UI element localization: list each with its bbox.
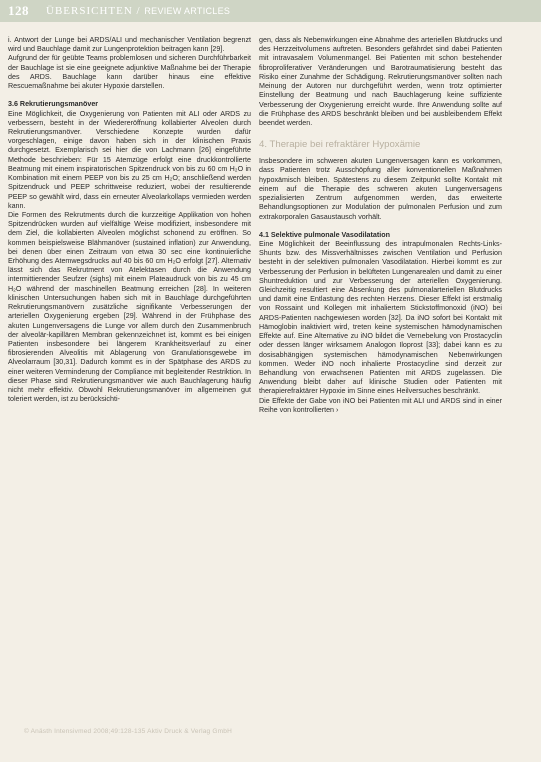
page-number: 128 xyxy=(8,3,29,18)
paragraph: i. Antwort der Lunge bei ARDS/ALI und mechanischer Ventilation begrenzt wird und Bauchlage damit zur Lungenprotektion beitragen kann [29]. xyxy=(8,36,251,54)
paragraph: Die Effekte der Gabe von iNO bei Patienten mit ALI und ARDS sind in einer Reihe von kontrollierten › xyxy=(259,396,502,414)
running-header xyxy=(0,0,541,22)
section-heading-3-6: 3.6 Rekrutierungsmanöver xyxy=(8,100,99,109)
section-heading-4: 4. Therapie bei refraktärer Hypoxämie xyxy=(259,139,421,151)
paragraph: Insbesondere im schweren akuten Lungenversagen kann es vorkommen, dass Patienten trotz Ausschöpfung aller konventionellen Maßnahmen hypoxämisch bleiben. Spätestens zu diesem Zeitpunkt sollte Kontakt mit einem auf die Therapie des schweren akuten Lungenversagens spezialisierten Zentrum aufgenommen werden, das erweiterte Behandlungsoptionen zur Modulation der pulmonalen Perfusion und zum extrakorporalen Gasaustausch vorhält. xyxy=(259,157,502,221)
left-column xyxy=(8,36,251,405)
paragraph: Die Formen des Rekrutments durch die kurzzeitige Applikation von hohen Spitzendrücken wurden auf vielfältige Weise modifiziert, insbesondere mit dem Ziel, die kollabierten Alveolen möglichst schonend zu eröffnen. So kommen beispielsweise Blähmanöver (sustained inflation) zur Anwendung, bei denen über einen Zeitraum von etwa 30 sec eine kontinuierliche Erhöhung des Atemwegsdrucks auf 40 bis 60 cm H₂O erfolgt [27]. Alternativ lässt sich das Rekrutment von Atelektasen durch die Anwendung intermittierender Seufzer (sighs) mit einem Plateaudruck von bis zu 45 cm H₂O während der maschinellen Beatmung erreichen [28]. In weiteren klinischen Untersuchungen haben sich mit in Bauchlage durchgeführten Rekrutierungsmanövern zusätzliche signifikante Verbesserungen der arteriellen Oxygenierung ergeben [29]. Während in der Frühphase des akuten Lungenversagens die Lunge vor allem durch den Zusammenbruch der alveolär-kapillären Membran gekennzeichnet ist, kommt es bei einigen Patienten insbesondere bei längerem Krankheitsverlauf zu einer fibrosierenden Alveolitis mit Ablagerung von Granulationsgewebe im Alveolarraum [30,31]. Dadurch kommt es in der Spätphase des ARDS zu einer weiteren Verminderung der Compliance mit begleitender Restriktion. In dieser Phase sind Rekrutierungsmanöver wie auch Bauchlagerung häufig nicht mehr effektiv. Obwohl Rekrutierungsmanöver im allgemeinen gut toleriert werden, ist zu berücksichti- xyxy=(8,210,251,404)
section-heading-4-1: 4.1 Selektive pulmonale Vasodilatation xyxy=(259,230,390,239)
footer-copyright: © Anästh Intensivmed 2008;49:128-135 Aktiv Druck & Verlag GmbH xyxy=(24,728,232,735)
section-title: ÜBERSICHTEN / REVIEW ARTICLES xyxy=(46,5,231,17)
paragraph: Eine Möglichkeit, die Oxygenierung von Patienten mit ALI oder ARDS zu verbessern, besteht in der Wiedereröffnung kollabierter Alveolen durch Rekrutierungsmanöver. Verschiedene Konzepte wurden dafür vorgeschlagen, einige davon haben sich in der klinischen Praxis durchgesetzt. Exemplarisch sei hier die von Lachmann [26] eingeführte Methode beschrieben: Für 15 Atemzüge erfolgt eine druckkontrollierte Beatmung mit einem inspiratorischen Spitzendruck von bis zu 60 cm H₂O in Kombination mit einem PEEP von bis zu 25 cm H₂O; anschließend werden Spitzendruck und PEEP schrittweise reduziert, wobei der resultierende PEEP so gewählt wird, dass ein erneuter Alveolarkollaps vermieden werden kann. xyxy=(8,109,251,210)
section-label: ÜBERSICHTEN xyxy=(46,5,133,17)
paragraph: Aufgrund der für geübte Teams problemlosen und sicheren Durchführbarkeit der Bauchlage ist sie eine geeignete adjunktive Maßnahme bei der Therapie des ARDS. Bauchlage kann darüber hinaus eine effektive Rescuemaßnahme bei akuter Hypoxie darstellen. xyxy=(8,54,251,91)
paragraph: Eine Möglichkeit der Beeinflussung des intrapulmonalen Rechts-Links-Shunts bzw. des Missverhältnisses zwischen Ventilation und Perfusion besteht in der selektiven pulmonalen Vasodilatation. Hierbei kommt es zur Verbesserung der Perfusion in belüfteten Lungenarealen und damit zu einer Shuntreduktion und zur Verbesserung der arteriellen Oxygenierung. Gleichzeitig resultiert eine Absenkung des pulmonalarteriellen Blutdrucks und damit eine Entlastung des rechten Herzens. Dieser Effekt ist erstmalig von Rossaint und Kollegen mit inhaliertem Stickstoffmonoxid (iNO) bei ARDS-Patienten nachgewiesen worden [32]. Da iNO sofort bei Kontakt mit Hämoglobin inaktiviert wird, treten keine systemischen hämodynamischen Effekte auf. Eine Alternative zu iNO bildet die Vernebelung von Prostacyclin oder dessen länger wirksamem Analogon Iloprost [33]; dabei kann es zu dosisabhängigen systemischen hämodynamischen Nebenwirkungen kommen. Weder iNO noch inhalierte Prostacycline sind derzeit zur Behandlung von erwachsenen Patienten mit ARDS zugelassen. Die Anwendung bleibt daher auf klinische Studien oder Patienten mit therapierefraktärer Hypoxie im Sinne eines Heilversuches beschränkt. xyxy=(259,239,502,396)
paragraph: gen, dass als Nebenwirkungen eine Abnahme des arteriellen Blutdrucks und des Herzzeitvolumens auftreten. Besonders gefährdet sind dabei Patienten mit intravasalem Volumenmangel. Bei Patienten mit schon bestehender fibroproliferativer Veränderungen und Barotraumatisierung besteht das Risiko einer Zunahme der Schädigung. Rekrutierungsmanöver sollten nach Meinung der Autoren nur durchgeführt werden, wenn trotz optimierter Einstellung der Beatmung und nach Bauchlagerung keine suffiziente Verbesserung der Oxygenierung erreicht wurde. Ihre Anwendung sollte auf die Frühphase des ARDS beschränkt bleiben und bei ausbleibendem Effekt beendet werden. xyxy=(259,36,502,127)
right-column xyxy=(259,36,502,415)
subsection-label: REVIEW ARTICLES xyxy=(144,6,231,16)
